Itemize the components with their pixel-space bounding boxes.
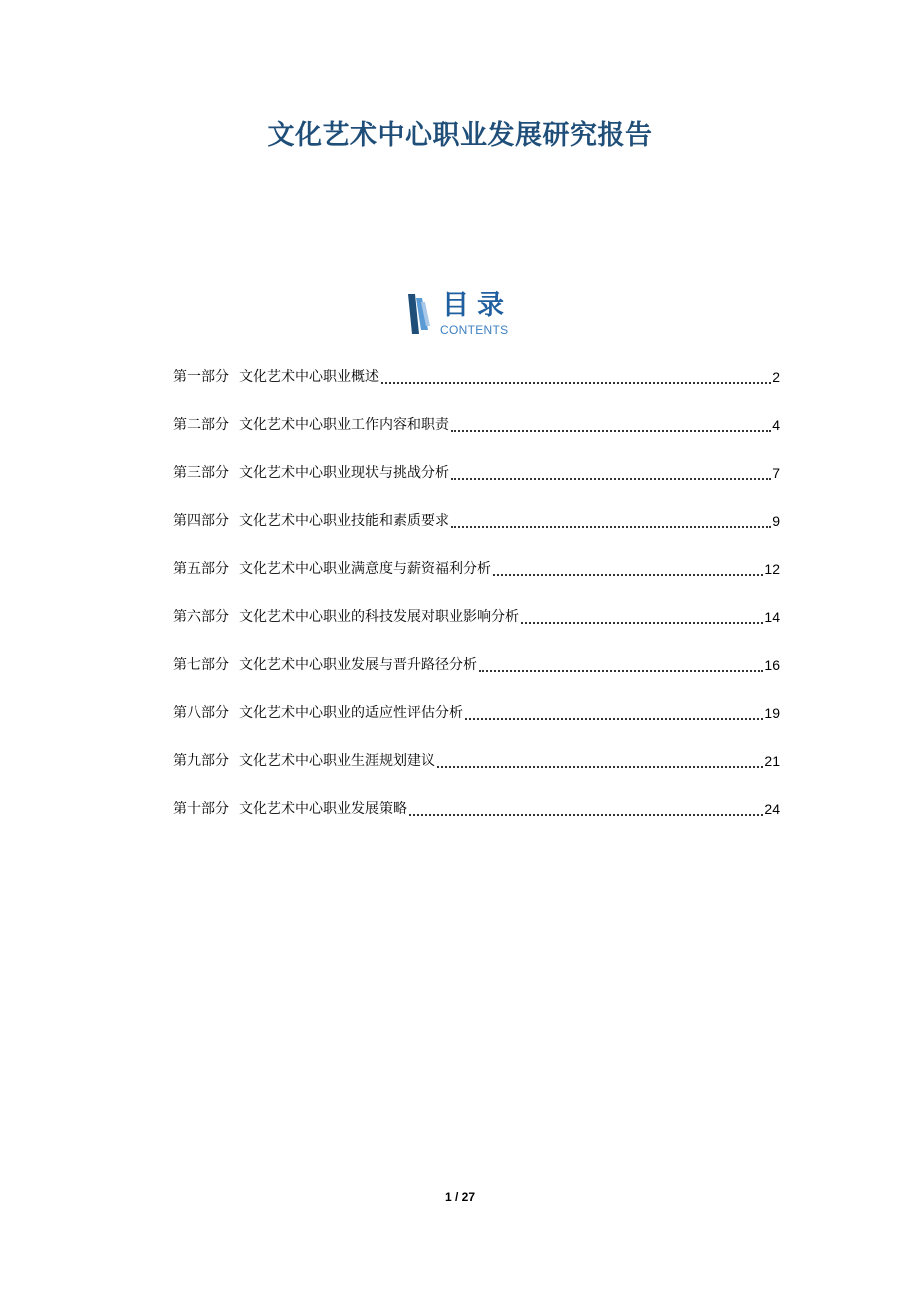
toc-entry-3[interactable] [173,462,780,510]
page-number: 1 / 27 [444,1190,476,1204]
toc-entry-7[interactable] [173,654,780,702]
toc-entry-5[interactable] [173,558,780,606]
document-title: 文化艺术中心职业发展研究报告 [267,120,653,151]
toc-header [406,292,526,340]
toc-entry-title: 文化艺术中心职业生涯规划建议 [239,753,435,769]
toc-entry-10[interactable] [173,798,780,846]
toc-entry-title: 文化艺术中心职业的适应性评估分析 [239,705,463,721]
toc-entry-page: 4 [772,417,780,433]
toc-entry-page: 7 [772,465,780,481]
toc-dot-leader [465,702,763,720]
toc-entry-page: 9 [772,513,780,529]
toc-entry-page: 2 [772,369,780,385]
toc-entry-part: 第二部分 [173,417,229,433]
toc-entry-title: 文化艺术中心职业发展策略 [239,801,407,817]
toc-dot-leader [381,366,771,384]
toc-title: 目录 [442,290,512,321]
toc-entry-page: 14 [764,609,780,625]
toc-entry-part: 第四部分 [173,513,229,529]
toc-dot-leader [409,798,763,816]
toc-entry-part: 第一部分 [173,369,229,385]
toc-dot-leader [451,462,771,480]
toc-entry-part: 第八部分 [173,705,229,721]
toc-entry-part: 第七部分 [173,657,229,673]
toc-entry-title: 文化艺术中心职业技能和素质要求 [239,513,449,529]
contents-book-icon [406,294,430,334]
toc-dot-leader [437,750,763,768]
toc-dot-leader [451,414,771,432]
toc-entry-page: 12 [764,561,780,577]
toc-dot-leader [493,558,763,576]
toc-entry-2[interactable] [173,414,780,462]
toc-entry-title: 文化艺术中心职业满意度与薪资福利分析 [239,561,491,577]
toc-entry-part: 第五部分 [173,561,229,577]
toc-entry-page: 24 [764,801,780,817]
toc-entry-page: 19 [764,705,780,721]
toc-entry-4[interactable] [173,510,780,558]
toc-entry-part: 第六部分 [173,609,229,625]
toc-entry-title: 文化艺术中心职业发展与晋升路径分析 [239,657,477,673]
toc-dot-leader [479,654,763,672]
toc-entry-title: 文化艺术中心职业工作内容和职责 [239,417,449,433]
toc-entry-8[interactable] [173,702,780,750]
toc-subtitle: CONTENTS [440,323,509,337]
toc-entry-title: 文化艺术中心职业现状与挑战分析 [239,465,449,481]
toc-entry-part: 第九部分 [173,753,229,769]
toc-entry-title: 文化艺术中心职业概述 [239,369,379,385]
toc-entry-title: 文化艺术中心职业的科技发展对职业影响分析 [239,609,519,625]
toc-entry-page: 16 [764,657,780,673]
toc-dot-leader [451,510,771,528]
toc-entry-part: 第三部分 [173,465,229,481]
toc-dot-leader [521,606,763,624]
table-of-contents [173,366,780,846]
toc-entry-1[interactable] [173,366,780,414]
toc-entry-page: 21 [764,753,780,769]
toc-entry-part: 第十部分 [173,801,229,817]
toc-entry-6[interactable] [173,606,780,654]
toc-entry-9[interactable] [173,750,780,798]
